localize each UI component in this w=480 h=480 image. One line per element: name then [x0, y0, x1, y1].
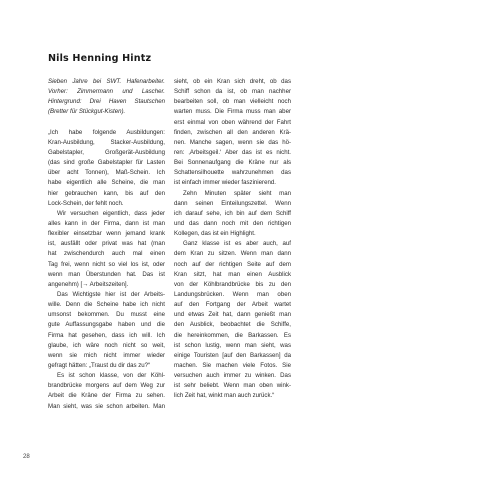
text-line: wille. Denn die Scheine habe ich nicht	[48, 301, 165, 309]
text-line: Lock-Schein, der fehlt noch.	[48, 199, 124, 207]
text-line: auf den Fortgang der Arbeit wartet	[174, 301, 291, 309]
text-line: machen. Sie machen viele Fotos. Sie	[174, 361, 291, 369]
text-line: (Bretter für Stückgut-Kisten).	[48, 108, 126, 116]
text-line: Tag frei, wenn nicht so viel los ist, oder	[48, 260, 165, 268]
text-line: wenn man Überstunden hat. Das ist	[48, 270, 165, 278]
text-line: Zehn Minuten später sieht man	[183, 189, 291, 197]
text-line: Landungsbrücken. Wenn man oben	[174, 290, 291, 298]
text-line: dem Kran zu sitzen. Wenn man dann	[174, 250, 291, 258]
text-line: glaube, ich wäre noch nicht so weit,	[48, 341, 165, 349]
text-line: noch auf der richtigen Seite auf dem	[174, 260, 291, 268]
text-line: Arbeit die Kräne der Firma zu sehen.	[48, 392, 165, 400]
text-line: erst einmal von oben während der Fahrt	[174, 118, 291, 126]
text-line: bearbeiten soll, ob man vielleicht noch	[174, 98, 291, 106]
text-line: und das dann noch mit den richtigen	[174, 219, 291, 227]
text-line: Kran sitzt, hat man einen Ausblick	[174, 270, 291, 278]
text-line: Gabelstapler, Großgerät-Ausbildung	[48, 148, 165, 156]
text-line: gefragt hätten: „Traust du dir das zu?“	[48, 361, 151, 369]
text-line: Man sieht, was sie schon arbeiten. Man	[48, 402, 165, 410]
text-line: gute Auffassungsgabe haben und die	[48, 321, 165, 329]
text-line: die hereinkommen, die Barkassen. Es	[174, 331, 291, 339]
text-line: ren: ‚Arbeitsgeil.‘ Aber das ist es nicht.	[174, 148, 291, 156]
text-line: Vorher: Zimmermann und Lascher.	[48, 88, 165, 96]
page-number: 28	[23, 453, 30, 460]
text-line: finden, zwischen all den anderen Krä-	[174, 128, 291, 136]
right-text-column	[174, 77, 291, 402]
text-line: umsonst bekommen. Du musst eine	[48, 311, 165, 319]
text-line: Bei Sonnenaufgang die Kräne nur als	[174, 159, 291, 167]
text-line: sieht, ob ein Kran sich dreht, ob das	[174, 78, 291, 85]
text-line: Das Wichtigste hier ist der Arbeits-	[57, 290, 165, 298]
text-line: flexibler einsetzbar wenn jemand krank	[48, 230, 165, 238]
text-line: hier gebrauchen kann, bis auf den	[48, 189, 165, 197]
text-line: Kollegen, das ist ein Highlight.	[174, 230, 256, 238]
text-line: lich Zeit hat, winkt man auch zurück.“	[174, 392, 275, 400]
text-line: angenehm) [→ Arbeitszeiten].	[48, 280, 129, 288]
text-line: Ganz klasse ist es aber auch, auf	[183, 240, 291, 248]
paragraph-gap	[48, 118, 165, 128]
text-line: und etwas Zeit hat, dann genießt man	[174, 311, 291, 319]
text-line: Schattensilhouette wahrzunehmen das	[174, 169, 291, 177]
text-line: Kran-Ausbildung, Stacker-Ausbildung,	[48, 138, 165, 146]
text-line: wenn sie mich nicht immer wieder	[48, 351, 165, 359]
text-line: hat zwischendurch auch mal einen	[48, 250, 165, 258]
text-line: versuchen auch immer zu winken. Das	[174, 372, 291, 380]
text-line: warten muss. Die Firma muss man aber	[174, 108, 291, 116]
text-line: ist einfach immer wieder faszinierend.	[174, 179, 276, 187]
text-line: „Ich habe folgende Ausbildungen:	[48, 128, 165, 136]
text-line: nen. Manche sagen, wenn sie das hö-	[174, 138, 291, 146]
text-line: von der Köhlbrandbrücke bis zu den	[174, 280, 291, 288]
text-line: dann seinen Einteilungszettel. Wenn	[174, 199, 291, 207]
text-line: Hintergrund: Drei Haven Stautschen	[48, 98, 165, 106]
text-line: Es ist schon klasse, von der Köhl-	[57, 372, 165, 380]
text-line: Schiff schon da ist, ob man nachher	[174, 88, 291, 96]
text-line: alles kann in der Firma, dann ist man	[48, 219, 165, 227]
left-text-column	[48, 77, 165, 412]
article-title: Nils Henning Hintz	[48, 53, 152, 64]
text-line: Wir versuchen eigentlich, dass jeder	[57, 209, 165, 217]
text-line: einige Touristen [auf den Barkassen] da	[174, 351, 291, 359]
text-line: ist, ausfällt oder privat was hat (man	[48, 240, 165, 248]
text-line: Firma hat gesehen, dass ich will. Ich	[48, 331, 165, 339]
text-line: Sieben Jahre bei SWT. Hafenarbeiter.	[48, 78, 165, 85]
text-line: ist sehr beliebt. Wenn man oben wink-	[174, 382, 291, 390]
text-line: brandbrücke morgens auf dem Weg zur	[48, 382, 165, 390]
text-line: (das sind große Gabelstapler für Lasten	[48, 159, 165, 167]
text-line: ich darauf sehe, ich bin auf dem Schiff	[174, 209, 291, 217]
text-line: über acht Tonnen), Maß-Schein. Ich	[48, 169, 165, 177]
text-line: den Ausblick, beobachtet die Schiffe,	[174, 321, 291, 329]
text-line: habe eigentlich alle Scheine, die man	[48, 179, 165, 187]
text-line: ist schon lustig, wenn man sieht, was	[174, 341, 291, 349]
